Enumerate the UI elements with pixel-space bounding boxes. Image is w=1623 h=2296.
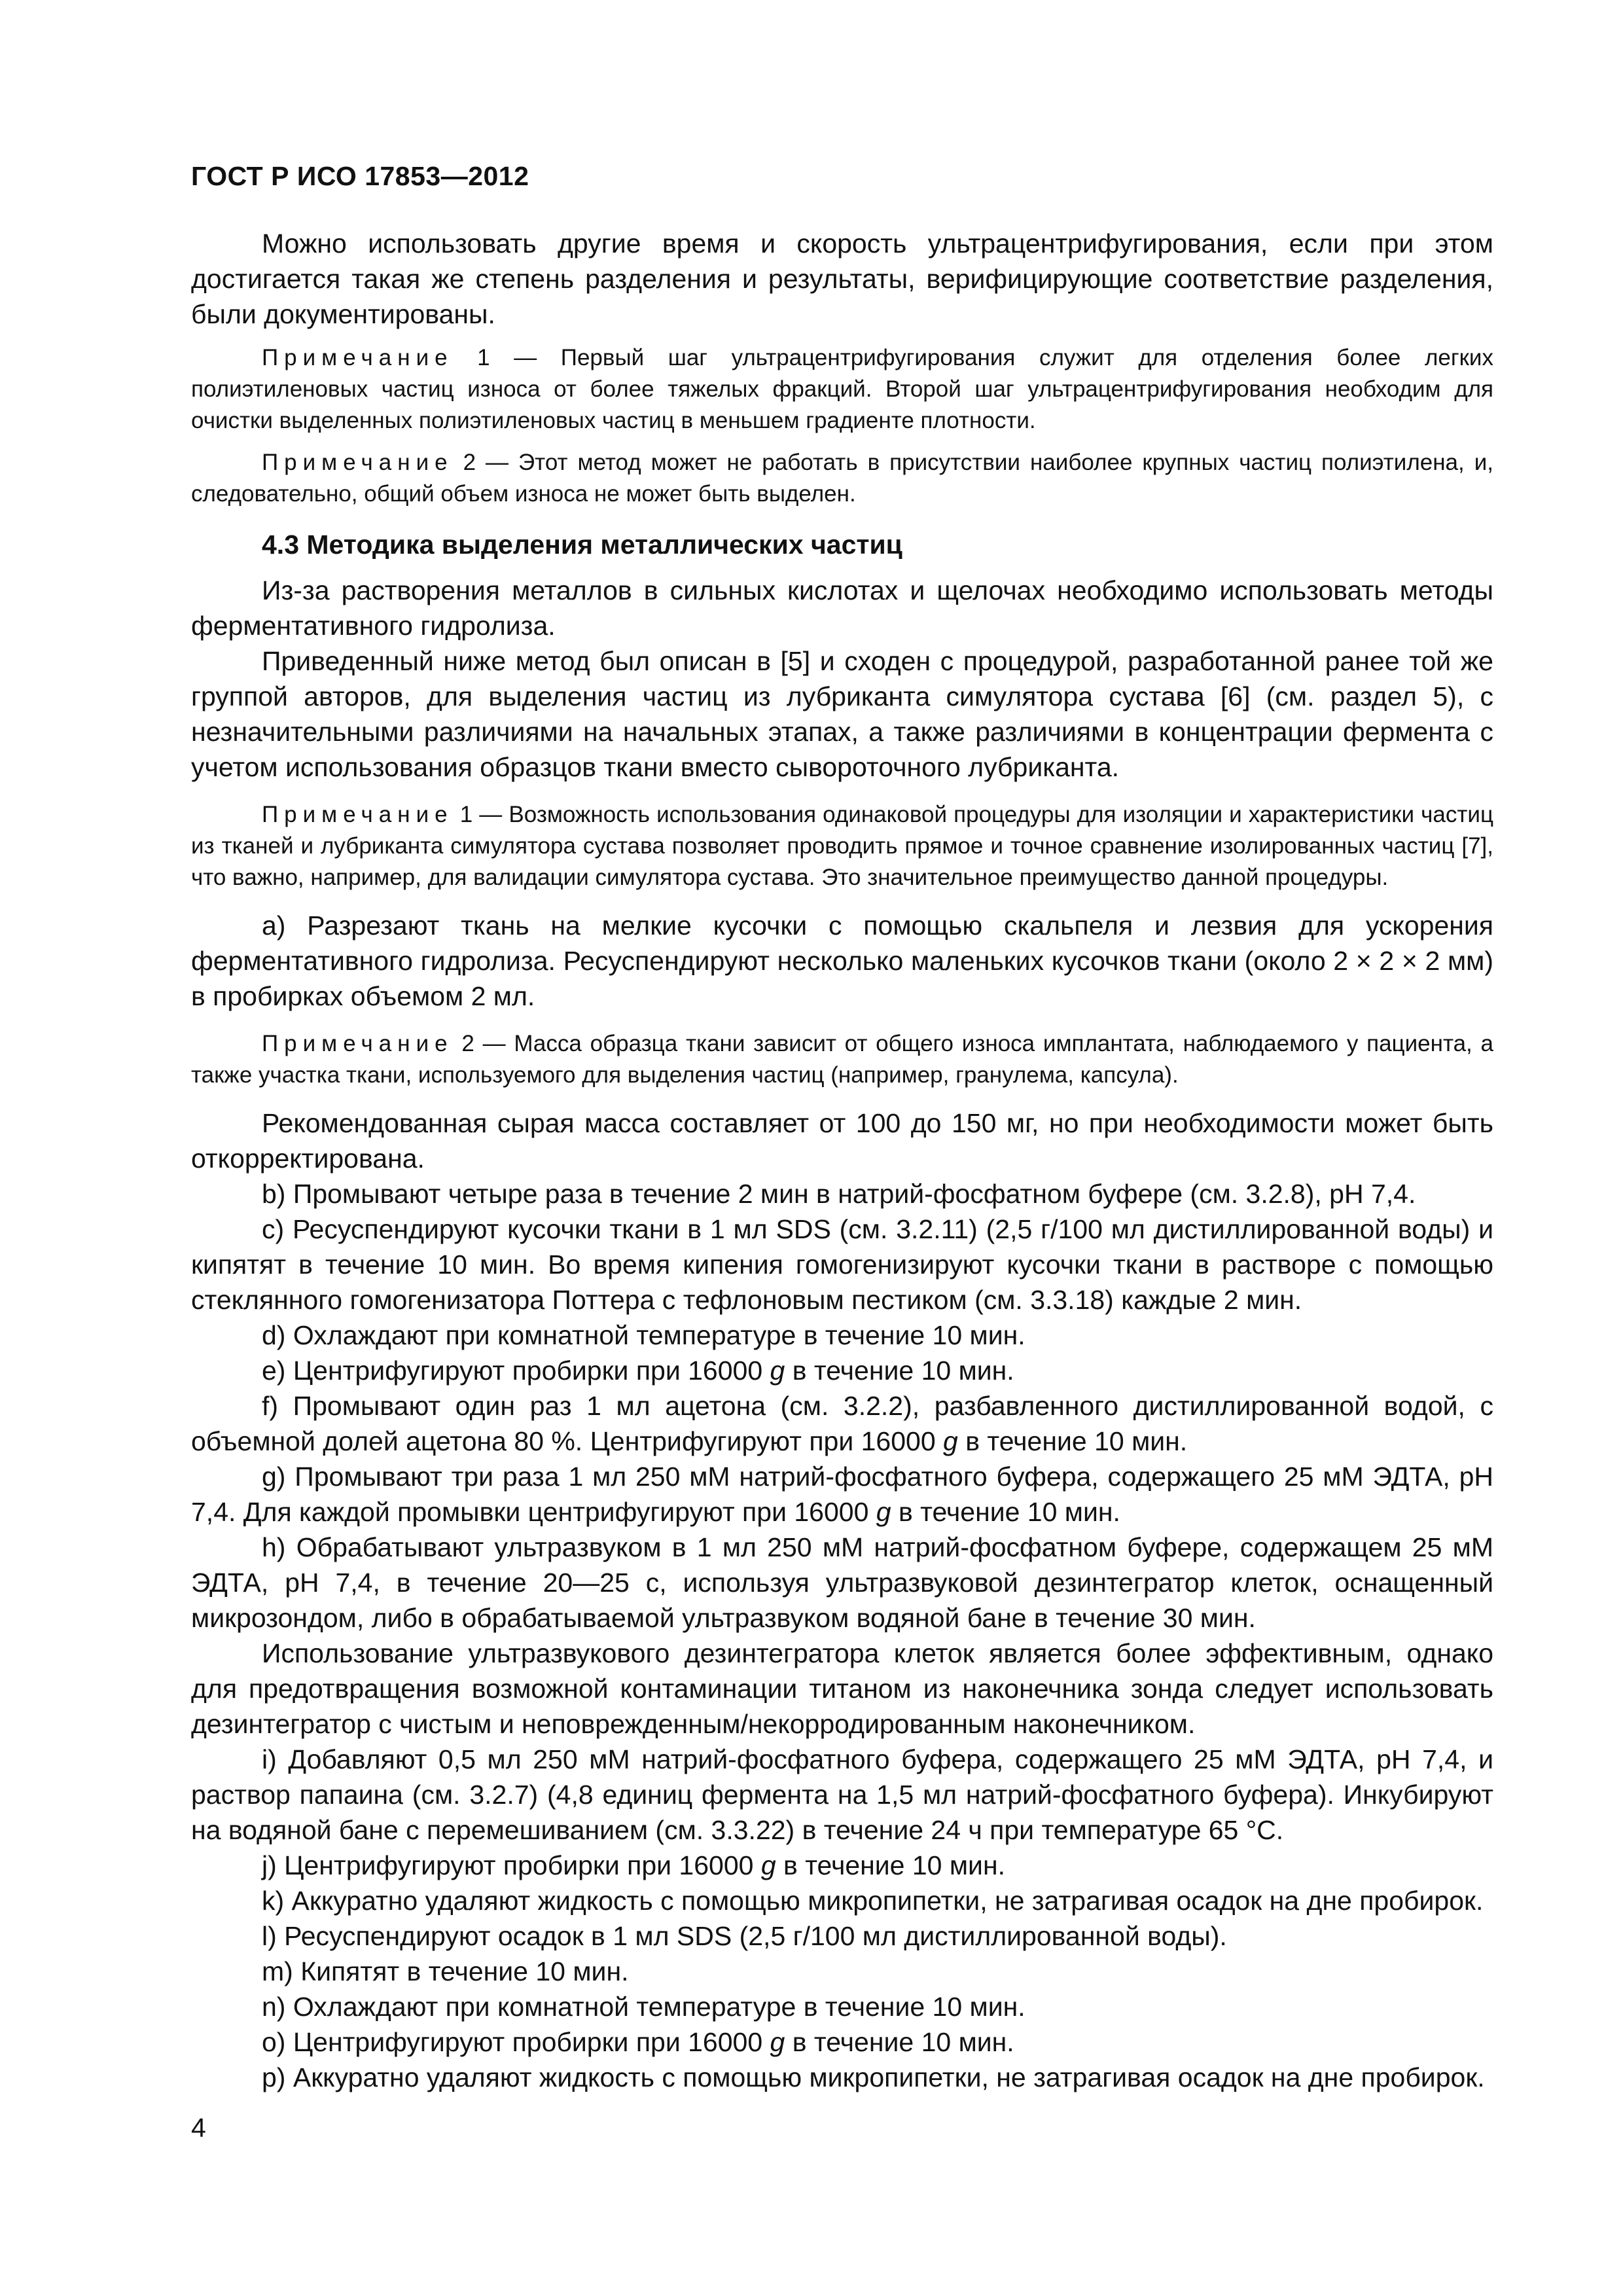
page-content (191, 226, 1493, 2095)
step-f (191, 1388, 1493, 1459)
document-code-header: ГОСТ Р ИСО 17853—2012 (191, 161, 529, 191)
step-text: в течение 10 мин. (776, 1850, 1005, 1880)
g-unit: g (760, 1850, 776, 1880)
section-heading-4-3: 4.3 Методика выделения металлических частиц (262, 529, 902, 560)
step-k: k) Аккуратно удаляют жидкость с помощью микропипетки, не затрагивая осадок на дне пробирок. (262, 1886, 1484, 1916)
step-j (191, 1848, 1493, 1883)
step-c: c) Ресуспендируют кусочки ткани в 1 мл SDS (см. 3.2.11) (2,5 г/100 мл дистиллированной воды) и кипятят в течение 10 мин. Во время кипения гомогенизируют кусочки ткани в растворе с помощью стеклянного гомогенизатора Поттера с тефлоновым пестиком (см. 3.3.18) каждые 2 мин. (191, 1214, 1493, 1315)
note-4 (191, 1028, 1493, 1091)
page-number: 4 (191, 2113, 206, 2143)
step-l: l) Ресуспендируют осадок в 1 мл SDS (2,5 г/100 мл дистиллированной воды). (262, 1921, 1227, 1951)
step-text: в течение 10 мин. (785, 1355, 1014, 1386)
g-unit: g (876, 1497, 891, 1527)
note-label: Примечание (262, 1031, 454, 1056)
step-text: e) Центрифугируют пробирки при 16000 (262, 1355, 770, 1386)
note-label: Примечание (262, 345, 454, 370)
step-p: p) Аккуратно удаляют жидкость с помощью микропипетки, не затрагивая осадок на дне пробирок. (262, 2062, 1485, 2092)
step-m: m) Кипятят в течение 10 мин. (262, 1956, 629, 1986)
step-i: i) Добавляют 0,5 мл 250 мМ натрий-фосфатного буфера, содержащего 25 мМ ЭДТА, pH 7,4, и раствор папаина (см. 3.2.7) (4,8 единиц фермента на 1,5 мл натрий-фосфатного буфера). Инкубируют на водяной бане с перемешиванием (см. 3.3.22) в течение 24 ч при температуре 65 °C. (191, 1744, 1493, 1845)
note-2 (191, 447, 1493, 510)
note-3 (191, 799, 1493, 893)
g-unit: g (943, 1426, 958, 1456)
paragraph-method: Приведенный ниже метод был описан в [5] и сходен с процедурой, разработанной ранее той же группой авторов, для выделения частиц из лубриканта симулятора сустава [6] (см. раздел 5), с незначительными различиями на начальных этапах, а также различиями в концентрации фермента с учетом использования образцов ткани вместо сывороточного лубриканта. (191, 646, 1493, 782)
note-text: 1 — Первый шаг ультрацентрифугирования служит для отделения более легких полиэтиленовых частиц износа от более тяжелых фракций. Второй шаг ультрацентрифугирования необходим для очистки выделенных полиэтиленовых частиц в меньшем градиенте плотности. (191, 345, 1493, 433)
step-g (191, 1459, 1493, 1530)
note-text: 2 — Этот метод может не работать в присутствии наиболее крупных частиц полиэтилена, и, следовательно, общий объем износа не может быть выделен. (191, 450, 1493, 507)
step-d: d) Охлаждают при комнатной температуре в течение 10 мин. (262, 1320, 1026, 1350)
step-o (191, 2024, 1493, 2060)
step-text: j) Центрифугируют пробирки при 16000 (262, 1850, 761, 1880)
note-1 (191, 342, 1493, 437)
g-unit: g (770, 2027, 785, 2057)
paragraph-mass: Рекомендованная сырая масса составляет от 100 до 150 мг, но при необходимости может быть откорректирована. (191, 1108, 1493, 1174)
step-h: h) Обрабатывают ультразвуком в 1 мл 250 мМ натрий-фосфатном буфере, содержащем 25 мМ ЭДТА, pH 7,4, в течение 20—25 с, используя ультразвуковой дезинтегратор клеток, оснащенный микрозондом, либо в обрабатываемой ультразвуком водяной бане в течение 30 мин. (191, 1532, 1493, 1633)
paragraph-ultrasound: Использование ультразвукового дезинтегратора клеток является более эффективным, однако для предотвращения возможной контаминации титаном из наконечника зонда следует использовать дезинтегратор с чистым и неповрежденным/некорродированным наконечником. (191, 1638, 1493, 1739)
step-text: в течение 10 мин. (785, 2027, 1014, 2057)
note-text: 1 — Возможность использования одинаковой процедуры для изоляции и характеристики частиц из тканей и лубриканта симулятора сустава позволяет проводить прямое и точное сравнение изолированных частиц [7], что важно, например, для валидации симулятора сустава. Это значительное преимущество данной процедуры. (191, 802, 1493, 890)
step-text: в течение 10 мин. (891, 1497, 1120, 1527)
paragraph-intro: Можно использовать другие время и скорость ультрацентрифугирования, если при этом достигается такая же степень разделения и результаты, верифицирующие соответствие разделения, были документированы. (191, 228, 1493, 329)
step-e (191, 1353, 1493, 1388)
paragraph-metals: Из-за растворения металлов в сильных кислотах и щелочах необходимо использовать методы ферментативного гидролиза. (191, 575, 1493, 641)
step-text: g) Промывают три раза 1 мл 250 мМ натрий-фосфатного буфера, содержащего 25 мМ ЭДТА, pH 7,4. Для каждой промывки центрифугируют при 16000 (191, 1462, 1493, 1527)
note-label: Примечание (262, 802, 454, 827)
note-text: 2 — Масса образца ткани зависит от общего износа имплантата, наблюдаемого у пациента, а также участка ткани, используемого для выделения частиц (например, гранулема, капсула). (191, 1031, 1493, 1088)
note-label: Примечание (262, 450, 454, 475)
step-text: f) Промывают один раз 1 мл ацетона (см. 3.2.2), разбавленного дистиллированной водой, с объемной долей ацетона 80 %. Центрифугируют при 16000 (191, 1391, 1493, 1456)
g-unit: g (770, 1355, 785, 1386)
step-n: n) Охлаждают при комнатной температуре в течение 10 мин. (262, 1992, 1026, 2022)
step-a: a) Разрезают ткань на мелкие кусочки с помощью скальпеля и лезвия для ускорения ферментативного гидролиза. Ресуспендируют несколько маленьких кусочков ткани (около 2 × 2 × 2 мм) в пробирках объемом 2 мл. (191, 910, 1493, 1011)
step-b: b) Промывают четыре раза в течение 2 мин в натрий-фосфатном буфере (см. 3.2.8), pH 7,4. (262, 1179, 1416, 1209)
step-text: в течение 10 мин. (957, 1426, 1188, 1456)
step-text: o) Центрифугируют пробирки при 16000 (262, 2027, 770, 2057)
